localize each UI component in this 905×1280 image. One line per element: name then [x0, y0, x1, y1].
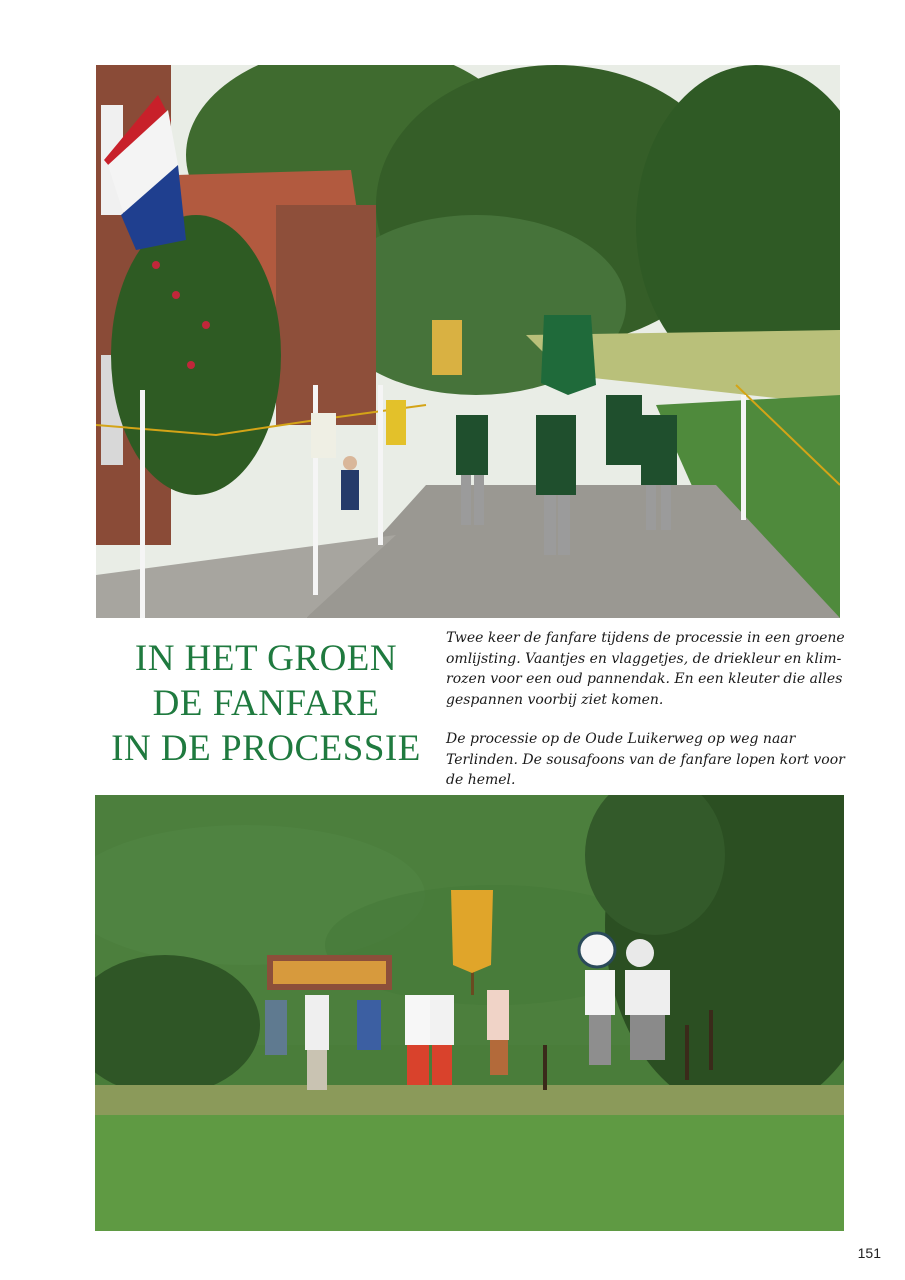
caption-line: Twee keer de fanfare tijdens de processie in een groene [446, 630, 845, 646]
photo-procession-sousaphones [95, 795, 844, 1231]
article-heading [96, 636, 436, 771]
caption-line: de hemel. [446, 772, 516, 788]
caption-line: rozen voor een oud pannendak. En een kleuter die alles [446, 671, 843, 687]
caption-bottom-photo [446, 729, 846, 791]
caption-top-photo [446, 628, 846, 710]
caption-line: gespannen voorbij ziet komen. [446, 691, 664, 708]
photo-fanfare-procession [96, 65, 840, 618]
caption-line: Terlinden. De sousafoons van de fanfare lopen kort voor [446, 751, 845, 768]
heading-line-2: DE FANFARE [152, 683, 380, 724]
heading-line-1: IN HET GROEN [134, 638, 398, 679]
page-number: 151 [857, 1245, 881, 1261]
heading-line-3: IN DE PROCESSIE [111, 728, 421, 769]
caption-line: De processie op de Oude Luikerweg op weg naar [446, 731, 796, 747]
caption-line: omlijsting. Vaantjes en vlaggetjes, de driekleur en klim- [446, 650, 842, 667]
